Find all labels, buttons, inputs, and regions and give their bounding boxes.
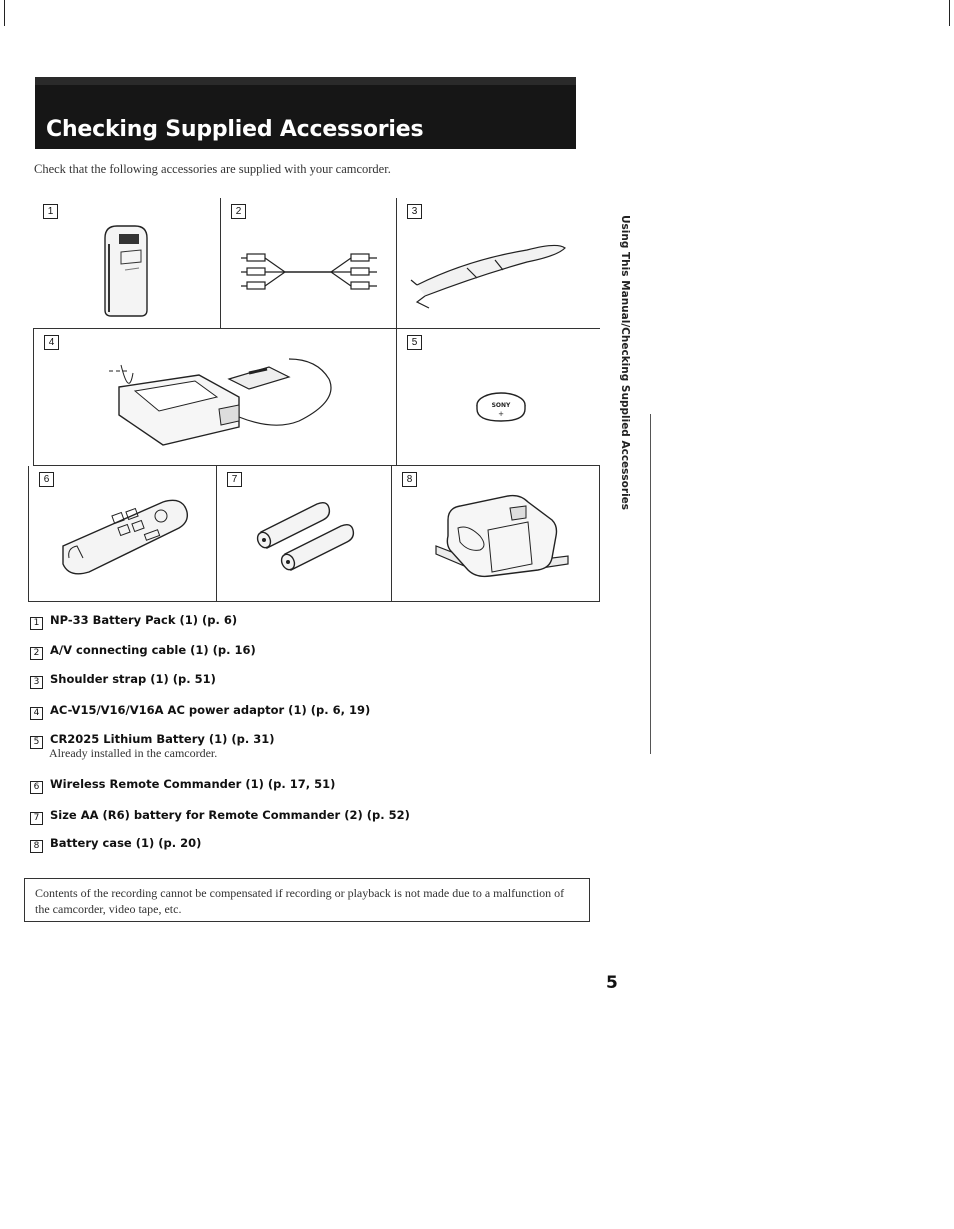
- cell-number: 6: [39, 472, 54, 487]
- battery-case-illustration: [428, 484, 578, 584]
- cell-number: 4: [44, 335, 59, 350]
- cell-number: 3: [407, 204, 422, 219]
- side-tab-line: [650, 414, 651, 754]
- page-edge-right: [949, 0, 950, 26]
- aa-batteries-illustration: [249, 496, 359, 576]
- item-subtext: Already installed in the camcorder.: [49, 746, 218, 760]
- ac-power-adaptor-illustration: [99, 337, 359, 457]
- cell-number: 5: [407, 335, 422, 350]
- item-number: 4: [30, 707, 43, 720]
- list-item: [30, 672, 216, 689]
- item-number: 1: [30, 617, 43, 630]
- positive-sign-icon: +: [498, 410, 504, 418]
- item-number: 6: [30, 781, 43, 794]
- list-item: [30, 777, 335, 794]
- note-box: [24, 878, 590, 922]
- item-text: Wireless Remote Commander (1) (p. 17, 51): [50, 777, 336, 791]
- item-text: CR2025 Lithium Battery (1) (p. 31): [50, 732, 275, 746]
- note-text: Contents of the recording cannot be compensated if recording or playback is not made due to a malfunction of the camcorder, video tape, etc.: [35, 886, 565, 916]
- grid-cell-7: [217, 466, 392, 602]
- lithium-coin-battery-illustration: [471, 387, 531, 427]
- list-item: [30, 643, 256, 660]
- item-number: 2: [30, 647, 43, 660]
- grid-cell-4: [33, 329, 396, 466]
- list-item: [30, 613, 237, 630]
- grid-cell-3: [396, 198, 600, 329]
- page-edge-left: [4, 0, 5, 26]
- grid-cell-5: [396, 329, 600, 466]
- item-number: 5: [30, 736, 43, 749]
- battery-pack-illustration: [95, 220, 155, 320]
- title-banner: [35, 77, 576, 149]
- item-text: Battery case (1) (p. 20): [50, 836, 202, 850]
- accessories-grid: [28, 198, 600, 602]
- item-number: 7: [30, 812, 43, 825]
- shoulder-strap-illustration: [407, 230, 577, 310]
- item-number: 8: [30, 840, 43, 853]
- intro-text: Check that the following accessories are supplied with your camcorder.: [34, 162, 391, 176]
- grid-cell-2: [220, 198, 396, 329]
- page-number: 5: [606, 973, 618, 993]
- side-tab-label: Using This Manual/Checking Supplied Accessories: [619, 215, 631, 511]
- cell-number: 2: [231, 204, 246, 219]
- grid-cell-1: [33, 198, 222, 329]
- item-number: 3: [30, 676, 43, 689]
- page-title: Checking Supplied Accessories: [46, 117, 424, 142]
- item-text: AC-V15/V16/V16A AC power adaptor (1) (p. 6, 19): [50, 703, 371, 717]
- coin-battery-brand: SONY: [491, 402, 511, 409]
- item-text: NP-33 Battery Pack (1) (p. 6): [50, 613, 238, 627]
- list-item: [30, 836, 201, 853]
- remote-commander-illustration: [53, 488, 193, 578]
- av-cable-illustration: [239, 248, 379, 298]
- title-stripe: [35, 77, 576, 85]
- list-item: [30, 703, 370, 720]
- item-text: Shoulder strap (1) (p. 51): [50, 672, 216, 686]
- item-text: Size AA (R6) battery for Remote Commander (2) (p. 52): [50, 808, 410, 822]
- item-text: A/V connecting cable (1) (p. 16): [50, 643, 256, 657]
- list-item: [30, 808, 410, 825]
- cell-number: 7: [227, 472, 242, 487]
- cell-number: 8: [402, 472, 417, 487]
- grid-cell-6: [28, 466, 217, 602]
- grid-cell-8: [392, 466, 600, 602]
- cell-number: 1: [43, 204, 58, 219]
